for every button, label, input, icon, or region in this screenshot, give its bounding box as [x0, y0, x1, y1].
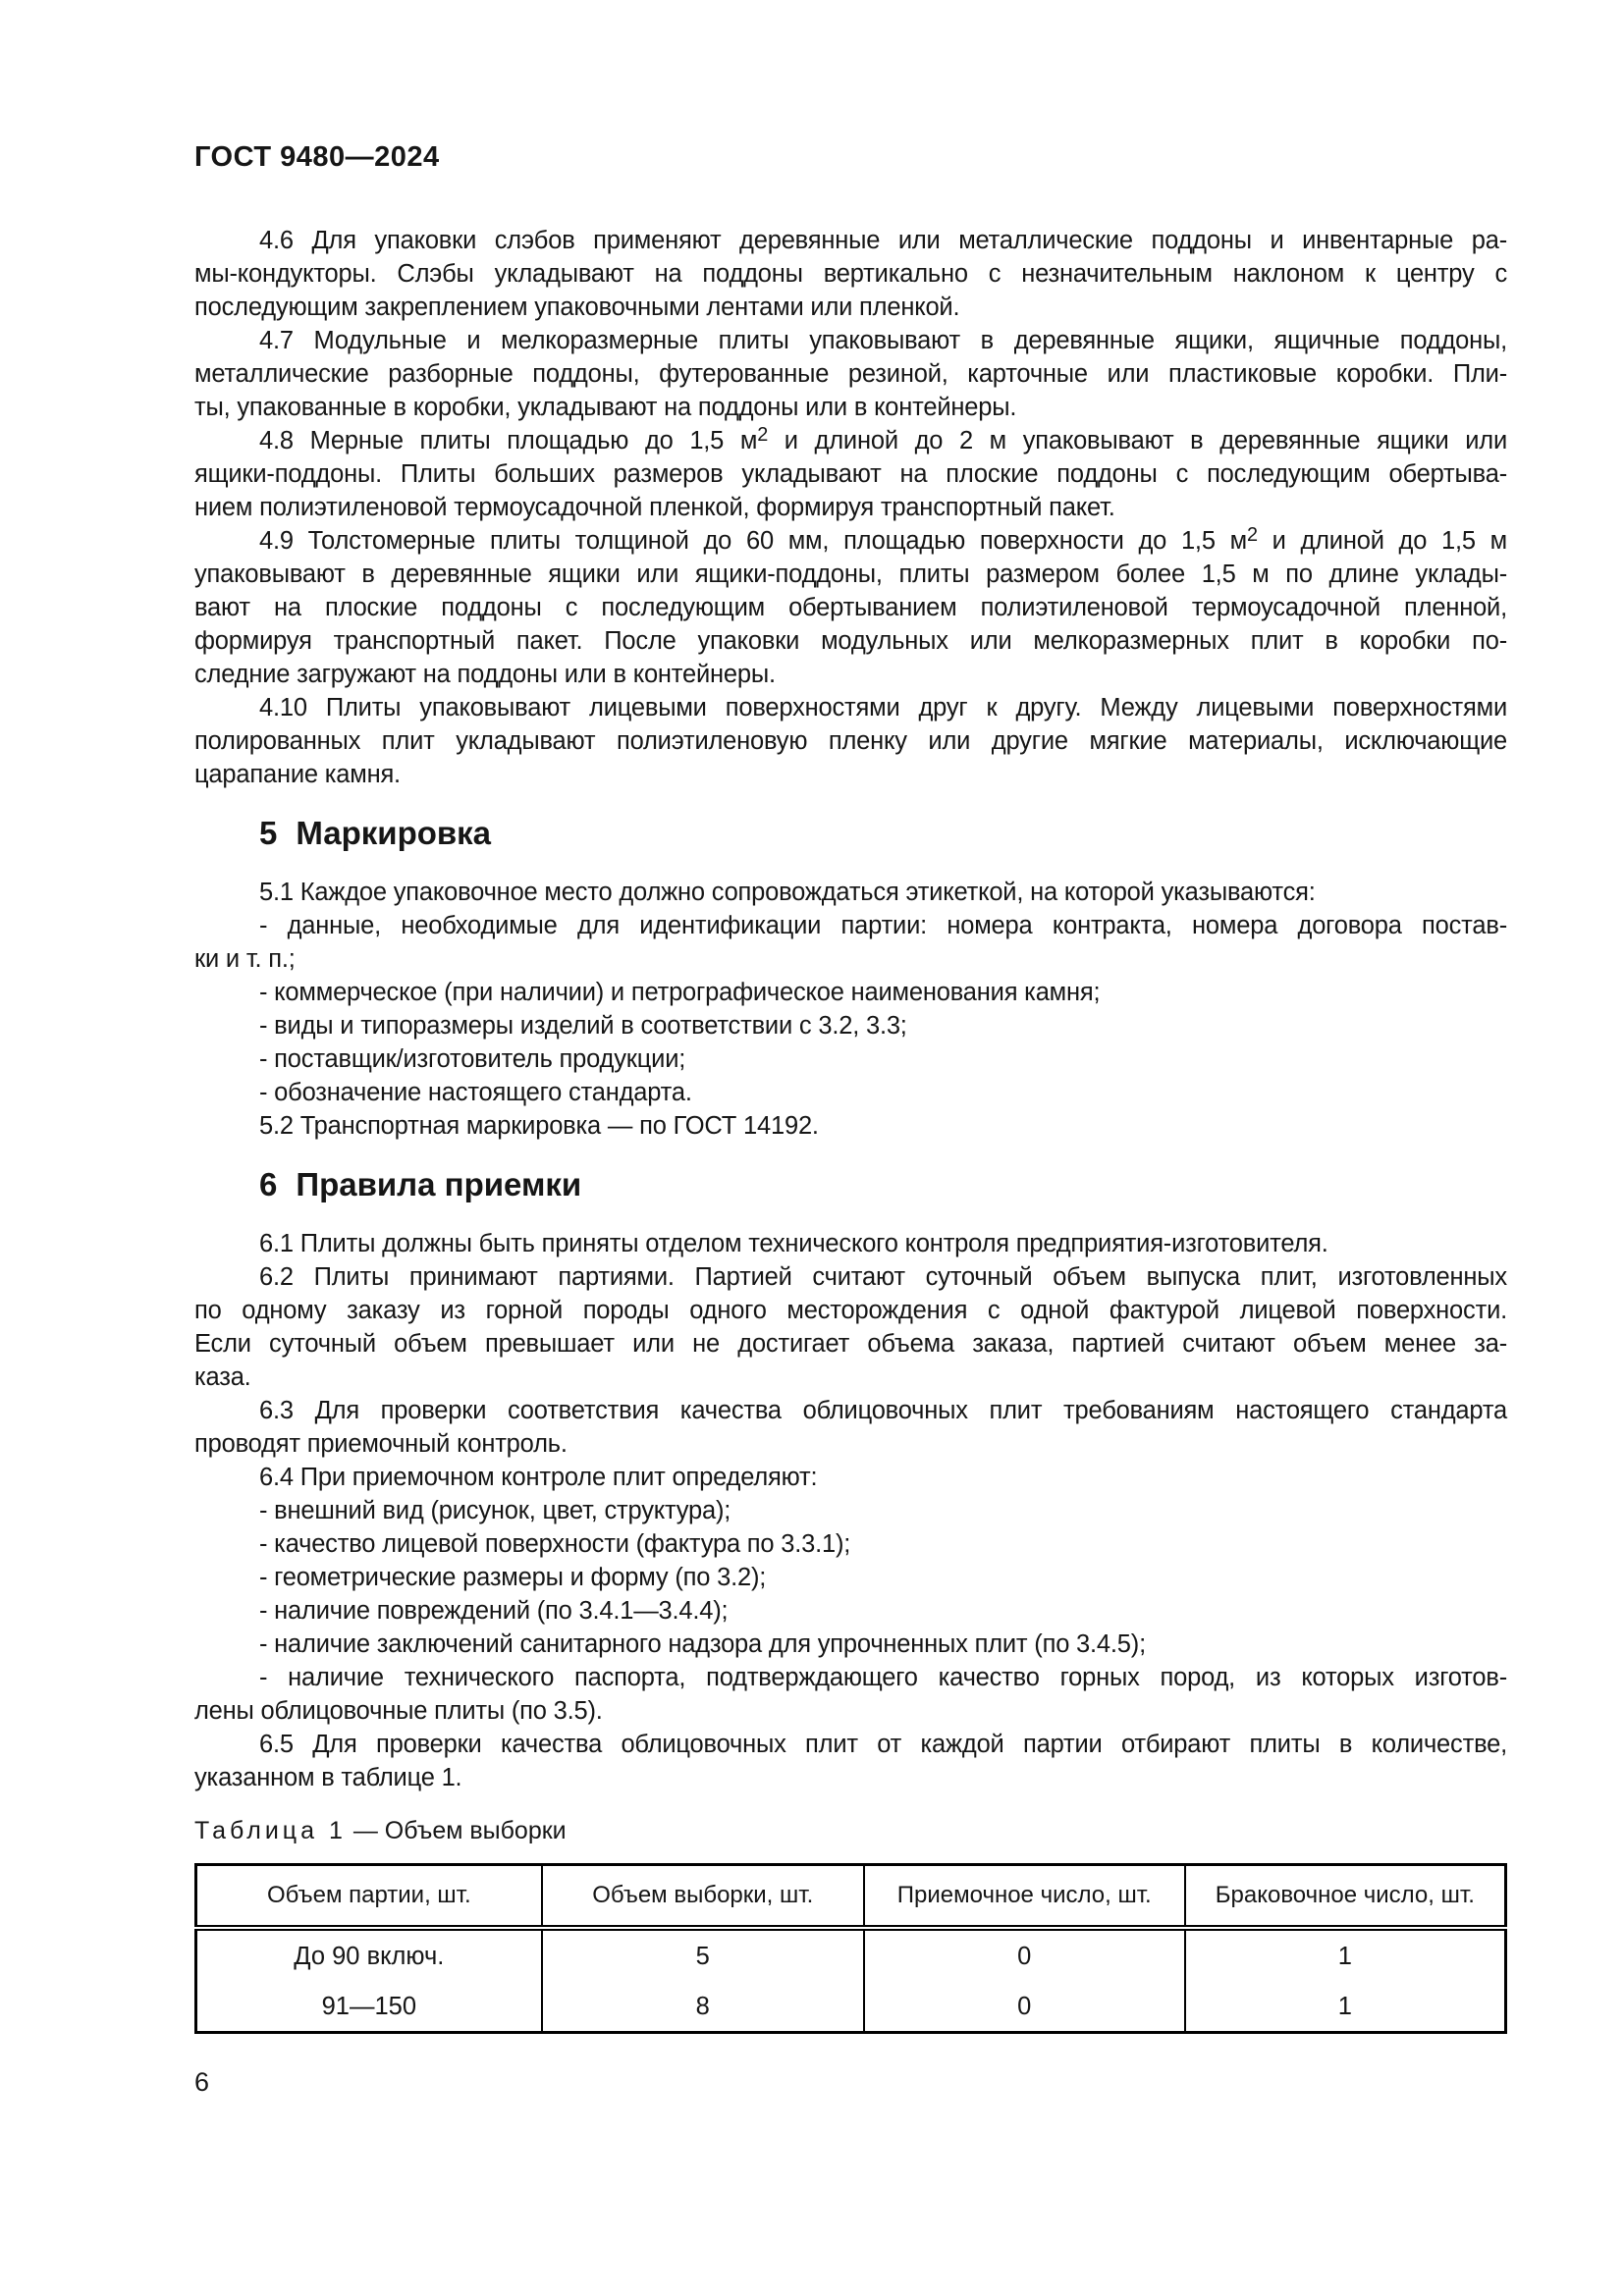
- text-line: ки и т. п.;: [194, 945, 296, 973]
- text-line: 4.8 Мерные плиты площадью до 1,5 $м^2$ и длиной до 2 м упаковывают в деревянные ящики или: [259, 423, 1507, 454]
- paragraph: [194, 524, 1507, 691]
- paragraph: [194, 424, 1507, 524]
- text-line: мы-кондукторы. Слэбы укладывают на поддоны вертикально с незначительным наклоном к центру с: [194, 260, 1507, 288]
- text-line: 6.5 Для проверки качества облицовочных плит от каждой партии отбирают плиты в количестве,: [259, 1731, 1507, 1758]
- text-line: следние загружают на поддоны или в контейнеры.: [194, 661, 776, 688]
- text-line: 6.3 Для проверки соответствия качества облицовочных плит требованиям настоящего стандарта: [259, 1397, 1507, 1424]
- paragraph: [194, 1594, 1507, 1628]
- table-header-cell: Объем выборки, шт.: [542, 1865, 864, 1929]
- text-line: - геометрические размеры и форму (по 3.2);: [259, 1564, 767, 1591]
- text-line: формируя транспортный пакет. После упаковки модульных или мелкоразмерных плит в коробки по-: [194, 627, 1507, 655]
- paragraph: [194, 324, 1507, 424]
- table-caption-label: Таблица 1: [194, 1817, 347, 1844]
- table-head: [196, 1865, 1506, 1929]
- text-line: - наличие технического паспорта, подтверждающего качество горных пород, из которых изготов-: [259, 1664, 1507, 1691]
- paragraph: [194, 1561, 1507, 1594]
- text-line: вают на плоские поддоны с последующим обертыванием полиэтиленовой термоусадочной пленной,: [194, 594, 1507, 621]
- text-line: по одному заказу из горной породы одного месторождения с одной фактурой лицевой поверхности.: [194, 1297, 1507, 1324]
- text-line: - коммерческое (при наличии) и петрографическое наименования камня;: [259, 979, 1101, 1006]
- table-caption-title: — Объем выборки: [346, 1817, 567, 1844]
- paragraph: [194, 1109, 1507, 1143]
- text-line: полированных плит укладывают полиэтиленовую пленку или другие мягкие материалы, исключающие: [194, 727, 1507, 755]
- paragraph: [194, 1628, 1507, 1661]
- document-body: [194, 224, 1507, 2034]
- table-row: [196, 1928, 1506, 1981]
- text-line: 6.2 Плиты принимают партиями. Партией считают суточный объем выпуска плит, изготовленных: [259, 1263, 1507, 1291]
- paragraph: [194, 1227, 1507, 1260]
- table-header-cell: Объем партии, шт.: [196, 1865, 542, 1929]
- text-line: нием полиэтиленовой термоусадочной пленкой, формируя транспортный пакет.: [194, 494, 1115, 521]
- document-header: ГОСТ 9480—2024: [194, 141, 440, 173]
- text-line: металлические разборные поддоны, футерованные резиной, карточные или пластиковые коробки. Пли-: [194, 360, 1507, 388]
- paragraph: [194, 1042, 1507, 1076]
- paragraph: [194, 1661, 1507, 1728]
- text-line: - виды и типоразмеры изделий в соответствии с 3.2, 3.3;: [259, 1012, 907, 1040]
- table-cell: 5: [542, 1928, 864, 1981]
- superscript-2: 2: [757, 423, 769, 446]
- text-line: указанном в таблице 1.: [194, 1764, 462, 1791]
- text-line: 4.9 Толстомерные плиты толщиной до 60 мм, площадью поверхности до 1,5 $м^2$ и длиной до 1,5 м: [259, 523, 1507, 555]
- table-row: [196, 1981, 1506, 2033]
- text-line: Если суточный объем превышает или не достигает объема заказа, партией считают объем менее за-: [194, 1330, 1507, 1358]
- paragraph: [194, 1394, 1507, 1461]
- table-body: [196, 1928, 1506, 2033]
- superscript-2: 2: [1246, 523, 1258, 546]
- table-cell: 1: [1185, 1981, 1506, 2033]
- text-line: лены облицовочные плиты (по 3.5).: [194, 1697, 603, 1725]
- paragraph: [194, 909, 1507, 976]
- text-line: 6.1 Плиты должны быть приняты отделом технического контроля предприятия-изготовителя.: [259, 1230, 1328, 1257]
- text-line: - наличие заключений санитарного надзора для упрочненных плит (по 3.4.5);: [259, 1630, 1146, 1658]
- paragraph: [194, 1009, 1507, 1042]
- paragraph: [194, 1494, 1507, 1527]
- table-cell: 1: [1185, 1928, 1506, 1981]
- table-cell: 8: [542, 1981, 864, 2033]
- section-heading: [194, 1164, 1507, 1205]
- text-line: 4.7 Модульные и мелкоразмерные плиты упаковывают в деревянные ящики, ящичные поддоны,: [259, 327, 1507, 354]
- text-line: царапание камня.: [194, 761, 401, 788]
- text-line: - наличие повреждений (по 3.4.1—3.4.4);: [259, 1597, 729, 1625]
- paragraph: [194, 1527, 1507, 1561]
- text-line: 4.10 Плиты упаковывают лицевыми поверхностями друг к другу. Между лицевыми поверхностями: [259, 694, 1507, 721]
- text-line: 5.1 Каждое упаковочное место должно сопровождаться этикеткой, на которой указываются:: [259, 879, 1316, 906]
- section-heading: [194, 813, 1507, 854]
- text-line: - качество лицевой поверхности (фактура по 3.3.1);: [259, 1530, 851, 1558]
- table-caption: [194, 1814, 1507, 1847]
- table-cell: 91—150: [321, 1992, 417, 2020]
- text-line: упаковывают в деревянные ящики или ящики-поддоны, плиты размером более 1,5 м по длине уклады-: [194, 561, 1507, 588]
- text-line: 6.4 При приемочном контроле плит определяют:: [259, 1464, 818, 1491]
- table-header-cell: Браковочное число, шт.: [1185, 1865, 1506, 1929]
- paragraph: [194, 1076, 1507, 1109]
- text-line: - поставщик/изготовитель продукции;: [259, 1045, 686, 1073]
- text-line: - обозначение настоящего стандарта.: [259, 1079, 692, 1106]
- text-line: 5.2 Транспортная маркировка — по ГОСТ 14192.: [259, 1112, 819, 1140]
- section-title: Правила приемки: [296, 1166, 582, 1202]
- section-title: Маркировка: [296, 815, 492, 851]
- paragraph: [194, 876, 1507, 909]
- page-number: 6: [194, 2067, 210, 2097]
- section-number: 6: [259, 1166, 278, 1202]
- paragraph: [194, 1260, 1507, 1394]
- table-header-cell: Приемочное число, шт.: [864, 1865, 1185, 1929]
- table-cell: 0: [864, 1928, 1185, 1981]
- text-line: проводят приемочный контроль.: [194, 1430, 568, 1458]
- paragraph: [194, 1728, 1507, 1794]
- table-cell: До 90 включ.: [294, 1942, 445, 1970]
- text-line: - данные, необходимые для идентификации партии: номера контракта, номера договора постав-: [259, 912, 1507, 939]
- text-line: - внешний вид (рисунок, цвет, структура);: [259, 1497, 731, 1524]
- text-line: ящики-поддоны. Плиты больших размеров укладывают на плоские поддоны с последующим обертыва-: [194, 460, 1507, 488]
- section-number: 5: [259, 815, 278, 851]
- text-line: последующим закреплением упаковочными лентами или пленкой.: [194, 294, 960, 321]
- sample-volume-table: [194, 1863, 1507, 2034]
- text-line: каза.: [194, 1363, 251, 1391]
- table-cell: 0: [864, 1981, 1185, 2033]
- text-line: 4.6 Для упаковки слэбов применяют деревянные или металлические поддоны и инвентарные ра-: [259, 227, 1507, 254]
- text-line: ты, упакованные в коробки, укладывают на поддоны или в контейнеры.: [194, 394, 1017, 421]
- paragraph: [194, 691, 1507, 791]
- table-header-row: [196, 1865, 1506, 1929]
- paragraph: [194, 224, 1507, 324]
- paragraph: [194, 1461, 1507, 1494]
- paragraph: [194, 976, 1507, 1009]
